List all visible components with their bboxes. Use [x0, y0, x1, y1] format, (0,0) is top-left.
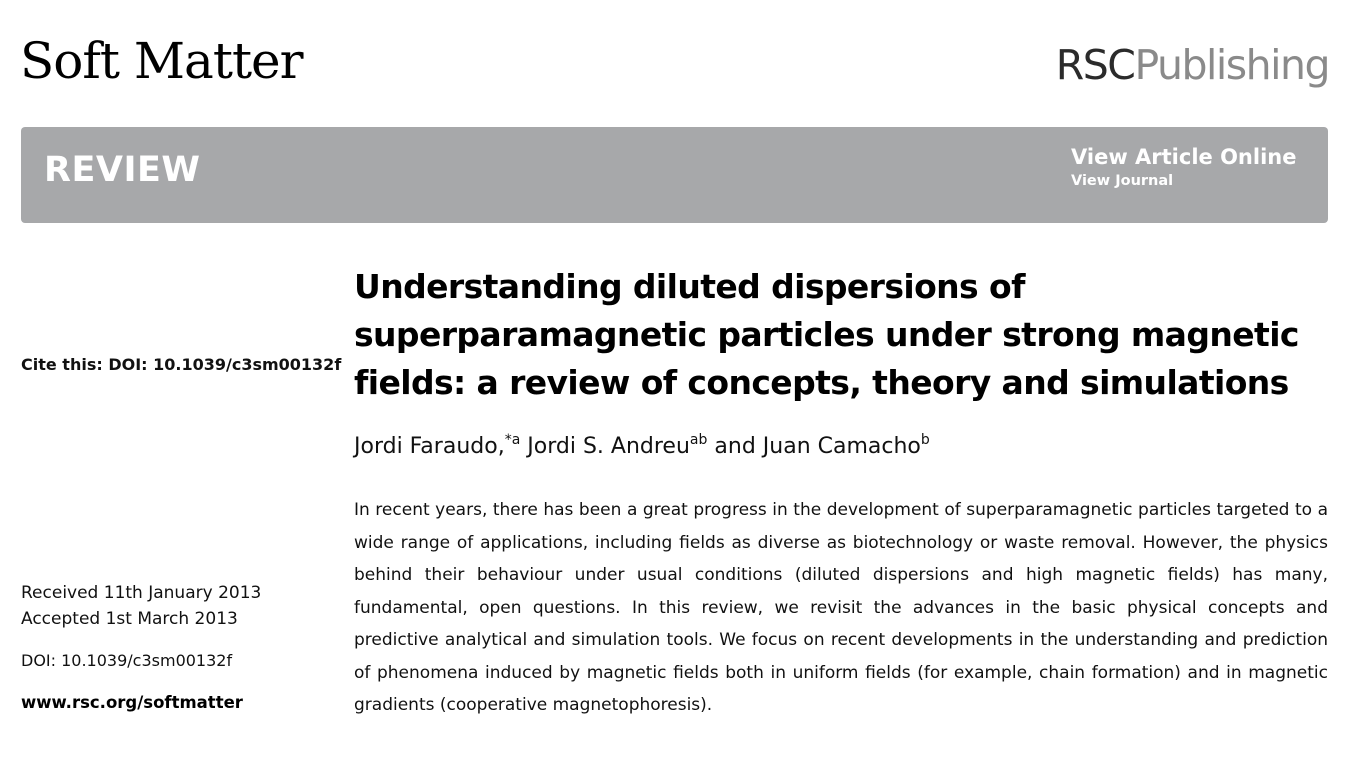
author-list [354, 434, 930, 459]
author-affiliation: b [920, 432, 930, 448]
publisher-logo-rsc: RSC [1055, 41, 1135, 89]
received-date: Received 11th January 2013 [21, 583, 262, 603]
article-type-banner [21, 127, 1328, 223]
author-conjunction: and [714, 434, 756, 459]
view-article-online-link[interactable]: View Article Online [1071, 145, 1297, 169]
journal-url-link[interactable]: www.rsc.org/softmatter [21, 693, 243, 712]
article-dates [21, 580, 261, 632]
publisher-logo [1055, 41, 1329, 89]
author-affiliation: ab [689, 432, 708, 448]
abstract: In recent years, there has been a great progress in the development of superparamagnetic particles targeted to a wide range of applications, including fields as diverse as biotechnology or waste removal. However, the physics behind their behaviour under usual conditions (diluted dispersions and high magnetic fields) has many, fundamental, open questions. In this review, we revisit the advances in the basic physical concepts and predictive analytical and simulation tools. We focus on recent developments in the understanding and prediction of phenomena induced by magnetic fields both in uniform fields (for example, chain formation) and in magnetic gradients (cooperative magnetophoresis). [354, 500, 1328, 715]
journal-title: Soft Matter [20, 32, 303, 90]
author-name: Jordi S. Andreu [527, 434, 690, 459]
article-title: Understanding diluted dispersions of superparamagnetic particles under strong magnetic fields: a review of concepts, theory and simulations [354, 267, 1299, 402]
cite-this-doi: Cite this: DOI: 10.1039/c3sm00132f [21, 355, 342, 374]
article-type-label: REVIEW [44, 150, 201, 190]
accepted-date: Accepted 1st March 2013 [21, 609, 238, 629]
banner-links [1071, 145, 1296, 189]
view-journal-link[interactable]: View Journal [1071, 173, 1174, 189]
publisher-logo-publishing: Publishing [1134, 41, 1329, 89]
doi-text: DOI: 10.1039/c3sm00132f [21, 651, 233, 670]
author-name: Jordi Faraudo, [354, 434, 505, 459]
author-affiliation: *a [504, 432, 521, 448]
author-name: Juan Camacho [762, 434, 921, 459]
